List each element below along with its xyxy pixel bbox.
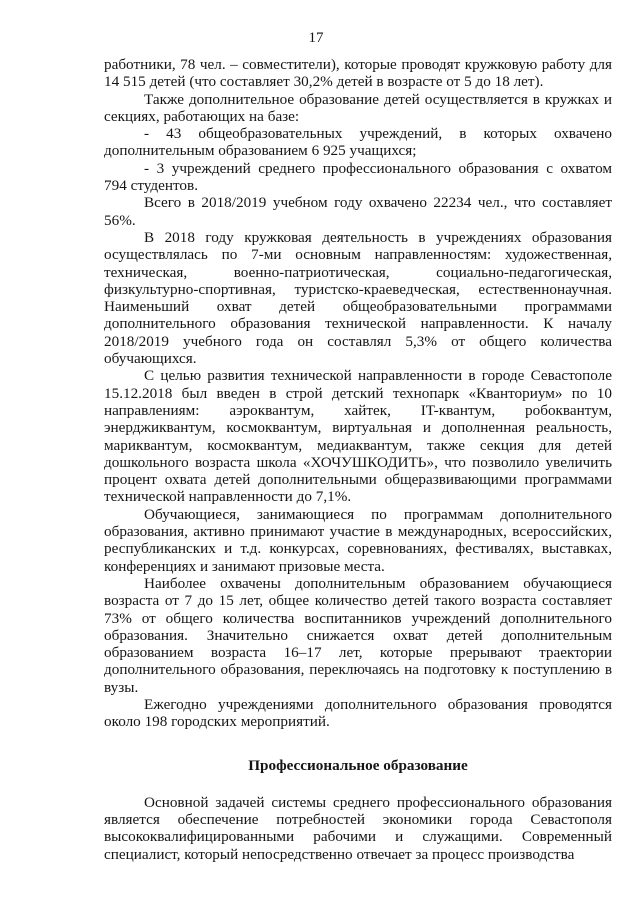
page-number: 17 [308, 30, 324, 46]
paragraph-competitions: Обучающиеся, занимающиеся по программам дополнительного образования, активно принимают участие в международных, всероссийских, республиканских и т.д. конкурсах, соревнованиях, фестивалях, выставках, конференциях и занимают призовые места. [104, 505, 612, 575]
paragraph-clubs-intro: Также дополнительное образование детей осуществляется в кружках и секциях, работающих на базе: [104, 90, 612, 125]
paragraph-events: Ежегодно учреждениями дополнительного образования проводятся около 198 городских мероприятий. [104, 695, 612, 731]
paragraph-professional-education: Основной задачей системы среднего профессионального образования является обеспечение потребностей экономики города Севастополя высококвалифицированными рабочими и служащими. Современный специалист, который непосредственно отвечает за процесс производства [104, 793, 612, 863]
list-item-schools: - 43 общеобразовательных учреждений, в которых охвачено дополнительным образованием 6 925 учащихся; [104, 125, 612, 160]
paragraph-directions: В 2018 году кружковая деятельность в учреждениях образования осуществлялась по 7-ми основным направленностям: художественная, техническая, военно-патриотическая, социально-педагогическая, физкультурно-спортивная, туристско-краеведческая, естественнонаучная. Наименьший охват детей общеобразовательными программами дополнительного образования технической направленности. К началу 2018/2019 учебного года он составлял 5,3% от общего количества обучающихся. [104, 228, 612, 368]
list-item-colleges: - 3 учреждений среднего профессионального образования с охватом 794 студентов. [104, 159, 612, 195]
document-body [104, 56, 612, 863]
section-heading: Профессиональное образование [248, 756, 468, 774]
paragraph-continuation: работники, 78 чел. – совместители), которые проводят кружковую работу для 14 515 детей (что составляет 30,2% детей в возрасте от 5 до 18 лет). [104, 56, 612, 91]
paragraph-kvantorium: С целью развития технической направленности в городе Севастополе 15.12.2018 был введен в строй детский технопарк «Кванториум» по 10 направлениям: аэроквантум, хайтек, IT-квантум, робоквантум, энерджиквантум, космоквантум, виртуальная и дополненная реальность, мариквантум, космоквантум, медиаквантум, также секция для детей дошкольного возраста школа «ХОЧУШКОДИТЬ», что позволило увеличить процент охвата детей дополнительными общеразвивающими программами технической направленности до 7,1%. [104, 367, 612, 506]
paragraph-total: Всего в 2018/2019 учебном году охвачено 22234 чел., что составляет 56%. [104, 194, 612, 229]
paragraph-age-coverage: Наиболее охвачены дополнительным образованием обучающиеся возраста от 7 до 15 лет, общее количество детей такого возраста составляет 73% от общего количества воспитанников учреждений дополнительного образования. Значительно снижается охват детей дополнительным образованием возраста 16–17 лет, которые прерывают траектории дополнительного образования, переключаясь на подготовку к поступлению в вузы. [104, 574, 612, 696]
